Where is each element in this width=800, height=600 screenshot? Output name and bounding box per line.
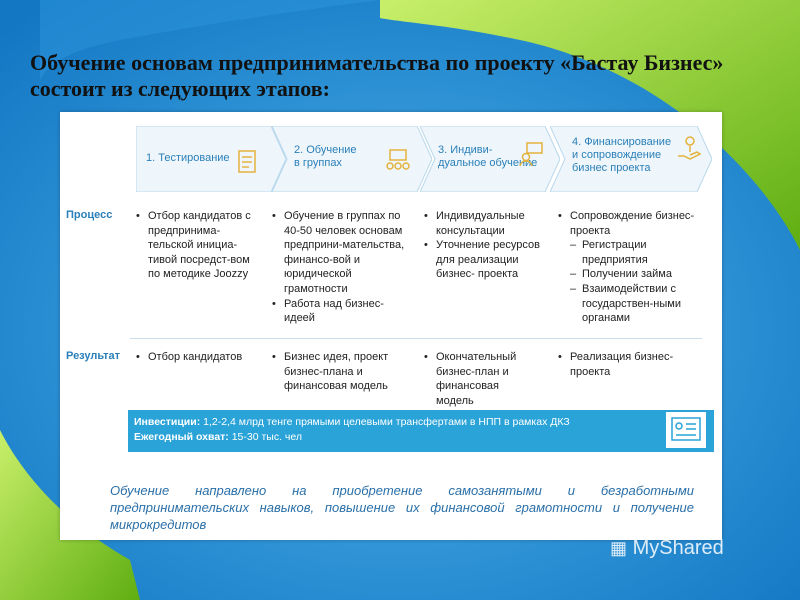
investments-band	[128, 410, 714, 452]
list-item: • Обучение в группах по 40-50 человек основам предприни-мательства, финансо-вой и юридической грамотности	[272, 209, 412, 297]
stage-1-header	[136, 126, 286, 192]
summary-note: Обучение направлено на приобретение самозанятыми и безработными предпринимательских навыков, повышение их финансовой грамотности и получение микрокредитов	[110, 483, 694, 532]
result-cell-1	[136, 350, 266, 365]
list-item: • Работа над бизнес-идеей	[272, 297, 412, 326]
coverage-label: Ежегодный охват:	[134, 431, 229, 443]
list-item: • Отбор кандидатов	[136, 350, 266, 365]
stage-3-header	[420, 126, 560, 192]
watermark-icon: ▦	[610, 538, 628, 558]
individual-training-icon	[518, 140, 546, 168]
process-cell-3	[424, 209, 546, 282]
dashboard-icon	[666, 412, 706, 448]
stage-4-header	[550, 126, 712, 192]
process-cell-1	[136, 209, 258, 282]
page-title: Обучение основам предпринимательства по проекту «Бастау Бизнес» состоит из следующих этапов:	[30, 50, 724, 101]
investments-label: Инвестиции:	[134, 416, 201, 428]
list-item: • Реализация бизнес-проекта	[558, 350, 693, 379]
money-hand-icon	[676, 134, 704, 162]
stage-2-label: 2. Обучение в группах	[294, 144, 357, 169]
checklist-icon	[234, 148, 262, 176]
stage-2-header	[272, 126, 432, 192]
group-training-icon	[384, 148, 412, 176]
investments-value: 1,2-2,4 млрд тенге прямыми целевыми трансфертами в НПП в рамках ДКЗ	[203, 416, 570, 428]
list-item: • Уточнение ресурсов для реализации бизнес- проекта	[424, 238, 546, 282]
result-row-label: Результат	[66, 350, 121, 362]
list-item: • Индивидуальные консультации	[424, 209, 546, 238]
list-item: • Окончательный бизнес-план и финансовая модель	[424, 350, 534, 408]
stage-3-label: 3. Индиви- дуальное обучение	[438, 144, 538, 169]
row-divider	[130, 338, 702, 339]
stages-table-card	[60, 112, 722, 540]
result-cell-3	[424, 350, 534, 408]
result-cell-2	[272, 350, 412, 394]
result-cell-4	[558, 350, 693, 379]
stage-1-label: 1. Тестирование	[146, 152, 230, 164]
watermark	[610, 537, 724, 560]
list-item: • Отбор кандидатов с предпринима-тельской инициа-тивой посредст-вом по методике Joozzy	[136, 209, 258, 282]
list-subitem: – Взаимодействии с государствен-ными органами	[558, 282, 698, 326]
list-subitem: – Получении займа	[558, 267, 698, 282]
watermark-text: MyShared	[632, 537, 724, 559]
dashboard-icon-box	[666, 412, 706, 448]
stage-4-label: 4. Финансирование и сопровождение бизнес проекта	[572, 136, 672, 174]
process-cell-2	[272, 209, 412, 326]
list-item: • Сопровождение бизнес-проекта	[558, 209, 698, 238]
list-item: • Бизнес идея, проект бизнес-плана и финансовая модель	[272, 350, 412, 394]
coverage-value: 15-30 тыс. чел	[231, 431, 303, 443]
list-subitem: – Регистрации предприятия	[558, 238, 698, 267]
process-row-label: Процесс	[66, 209, 113, 221]
process-cell-4	[558, 209, 698, 326]
